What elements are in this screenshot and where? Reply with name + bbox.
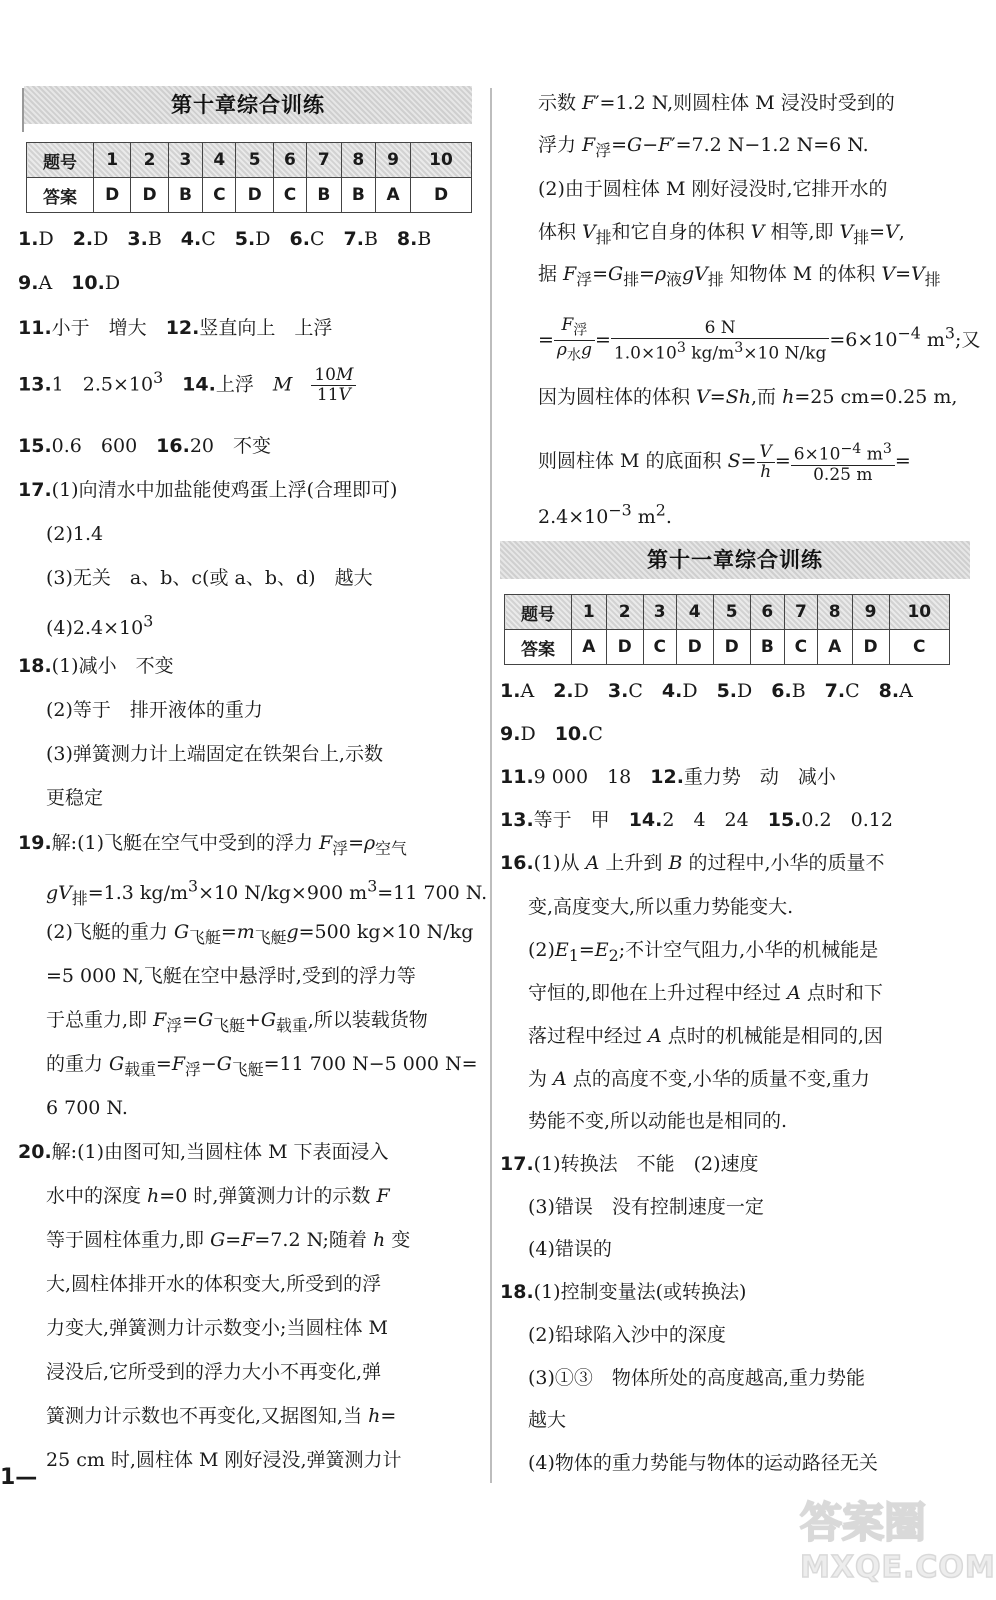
answer-line: 因为圆柱体的体积 V=Sh,而 h=25 cm=0.25 m, [538, 386, 958, 408]
answer-line: (2)铅球陷入沙中的深度 [528, 1324, 726, 1346]
question-number-cell: 3 [168, 143, 202, 178]
question-number-cell: 4 [203, 143, 236, 178]
answer-cell: D [852, 630, 889, 665]
answer-line: 越大 [528, 1409, 567, 1431]
answer-line: (2)飞艇的重力 $G_{飞艇}=m_{飞艇}g=500$ kg×10 N/kg [46, 921, 474, 947]
answer-line: 更稳定 [46, 787, 104, 809]
table-a-label: 答案 [505, 630, 572, 665]
answer-cell: C [203, 178, 236, 213]
answer-line: (3)无关 a、b、c(或 a、b、d) 越大 [46, 567, 373, 589]
question-number-cell: 10 [411, 143, 472, 178]
answer-line: $(4)2.4\times 10^3$ [46, 612, 154, 640]
answer-cell: A [376, 178, 411, 213]
answer-line: 大,圆柱体排开水的体积变大,所受到的浮 [46, 1273, 382, 1295]
answer-line: $gV_排=1.3$ $kg/m^3\times 10$ N/kg×900 $m^3=11$ 700 N. [46, 877, 488, 909]
answer-line: 11.小于 增大 12.竖直向上 上浮 [18, 317, 333, 339]
answer-cell: A [817, 630, 852, 665]
chapter10-title: 第十章综合训练 [24, 86, 472, 124]
answer-line: 17.(1)转换法 不能 (2)速度 [500, 1153, 759, 1175]
answer-line: 等于圆柱体重力,即 G=F=7.2 N;随着 h 变 [46, 1229, 411, 1251]
answer-line: 16.(1)从 A 上升到 B 的过程中,小华的质量不 [500, 852, 885, 874]
question-number-cell: 8 [817, 595, 852, 630]
answer-line: 落过程中经过 A 点时的机械能是相同的,因 [528, 1025, 883, 1047]
answer-line: =5 000 N,飞艇在空中悬浮时,受到的浮力等 [46, 965, 416, 987]
answer-cell: D [236, 178, 273, 213]
chapter11-title: 第十一章综合训练 [500, 541, 970, 579]
watermark-logo [800, 1490, 996, 1595]
answer-cell: D [94, 178, 131, 213]
question-number-cell: 2 [131, 143, 168, 178]
question-number-cell: 6 [273, 143, 306, 178]
question-number-cell: 9 [376, 143, 411, 178]
question-number-cell: 10 [889, 595, 949, 630]
chapter11-answer-table [504, 594, 950, 665]
answer-line: 力变大,弹簧测力计示数变小;当圆柱体 M [46, 1317, 388, 1339]
answer-line: 为 A 点的高度不变,小华的质量不变,重力 [528, 1068, 870, 1090]
answer-line: 示数 F′=1.2 N,则圆柱体 M 浸没时受到的 [538, 92, 895, 114]
answer-line: 守恒的,即他在上升过程中经过 A 点时和下 [528, 982, 883, 1004]
answer-line: (4)物体的重力势能与物体的运动路径无关 [528, 1452, 878, 1474]
question-number-cell: 5 [713, 595, 750, 630]
answer-line: 于总重力,即 $F_浮=G_{飞艇}+G_{载重}$,所以装载货物 [46, 1009, 428, 1035]
answer-cell: B [341, 178, 375, 213]
answer-line: 据 $F_浮=G_排=\rho_液gV_排$ 知物体 M 的体积 $V=V_排$ [538, 263, 941, 289]
answer-line: (2)由于圆柱体 M 刚好浸没时,它排开水的 [538, 178, 888, 200]
answer-line: 17.(1)向清水中加盐能使鸡蛋上浮(合理即可) [18, 479, 398, 501]
table-q-label: 题号 [505, 595, 572, 630]
answer-line: 浸没后,它所受到的浮力大小不再变化,弹 [46, 1361, 382, 1383]
answer-line: 25 cm 时,圆柱体 M 刚好浸没,弹簧测力计 [46, 1449, 402, 1471]
question-number-cell: 1 [94, 143, 131, 178]
answer-line: 11.9 000 18 12.重力势 动 减小 [500, 766, 836, 788]
answer-cell: B [750, 630, 784, 665]
answer-line: 6 700 N. [46, 1097, 128, 1119]
answer-line: 则圆柱体 M 的底面积 S= $\frac{V}{h}$ = $\frac{6\times 10^{-4} m^3}{0.25 m}$ = [538, 441, 911, 485]
answer-line: 簧测力计示数也不再变化,又据图知,当 h= [46, 1405, 397, 1427]
answer-line: (3)错误 没有控制速度一定 [528, 1196, 764, 1218]
answer-line: 18.(1)减小 不变 [18, 655, 174, 677]
answer-cell: D [676, 630, 713, 665]
answer-cell: C [643, 630, 676, 665]
table-a-label: 答案 [27, 178, 94, 213]
answer-line: 势能不变,所以动能也是相同的. [528, 1110, 788, 1132]
question-number-cell: 8 [341, 143, 375, 178]
question-number-cell: 4 [676, 595, 713, 630]
answer-cell: C [273, 178, 306, 213]
question-number-cell: 9 [852, 595, 889, 630]
question-number-cell: 1 [572, 595, 607, 630]
answer-line: (3)①③ 物体所处的高度越高,重力势能 [528, 1367, 865, 1389]
answer-line: 体积 $V_排$和它自身的体积 V 相等,即 $V_排=V$, [538, 221, 905, 247]
question-number-cell: 5 [236, 143, 273, 178]
answer-line: 15.0.6 600 16.20 不变 [18, 435, 272, 457]
answer-line: (2)等于 排开液体的重力 [46, 699, 263, 721]
answer-line: 13.1 $2.5\times 10^3$ 14.上浮 M $\frac{10M}{11V}$ [18, 366, 356, 405]
chapter10-answer-table [26, 142, 472, 213]
answer-cell: D [411, 178, 472, 213]
answer-line: $2.4\times 10^{-3}$ $m^2$. [538, 501, 672, 529]
answer-cell: C [784, 630, 817, 665]
answer-line: 1.D 2.D 3.B 4.C 5.D 6.C 7.B 8.B [18, 228, 432, 250]
answer-line: 9.D 10.C [500, 723, 603, 745]
answer-line: 19.解:(1)飞艇在空气中受到的浮力 $F_浮=\rho_{空气}$ [18, 832, 407, 858]
answer-cell: D [131, 178, 168, 213]
question-number-cell: 7 [307, 143, 341, 178]
answer-line: 13.等于 甲 14.2 4 24 15.0.2 0.12 [500, 809, 893, 831]
answer-line: (4)错误的 [528, 1238, 612, 1260]
answer-line: = $\frac{F_浮}{\rho_水g}$ = $\frac{6 N}{1.0\times 10^3 kg/m^3\times 10 N/kg}$ $=6\times 10^{-4}$ $m^3$;又 [538, 315, 981, 364]
question-number-cell: 3 [643, 595, 676, 630]
answer-line: 20.解:(1)由图可知,当圆柱体 M 下表面浸入 [18, 1141, 389, 1163]
answer-cell: C [889, 630, 949, 665]
answer-line: 9.A 10.D [18, 272, 121, 294]
answer-line: 水中的深度 h=0 时,弹簧测力计的示数 F [46, 1185, 390, 1207]
column-divider [490, 88, 492, 1483]
answer-line: (3)弹簧测力计上端固定在铁架台上,示数 [46, 743, 383, 765]
answer-line: 1.A 2.D 3.C 4.D 5.D 6.B 7.C 8.A [500, 680, 913, 702]
answer-line: 浮力 $F_浮=G-F'=7.2$ N−1.2 N=6 N. [538, 134, 869, 160]
answer-cell: B [307, 178, 341, 213]
watermark-line1: 答案圈 [800, 1498, 927, 1547]
answer-cell: D [713, 630, 750, 665]
answer-cell: B [168, 178, 202, 213]
question-number-cell: 7 [784, 595, 817, 630]
watermark-line2: MXQE.COM [800, 1550, 996, 1585]
table-q-label: 题号 [27, 143, 94, 178]
question-number-cell: 2 [606, 595, 643, 630]
answer-line: 变,高度变大,所以重力势能变大. [528, 896, 794, 918]
answer-cell: D [606, 630, 643, 665]
answer-line: $(2)E_1=E_2$;不计空气阻力,小华的机械能是 [528, 939, 879, 965]
answer-line: (2)1.4 [46, 523, 104, 545]
answer-line: 18.(1)控制变量法(或转换法) [500, 1281, 747, 1303]
answer-cell: A [572, 630, 607, 665]
page-number: 1— [0, 1465, 38, 1490]
answer-line: 的重力 $G_{载重}=F_浮-G_{飞艇}=11$ 700 N−5 000 N= [46, 1053, 478, 1079]
question-number-cell: 6 [750, 595, 784, 630]
